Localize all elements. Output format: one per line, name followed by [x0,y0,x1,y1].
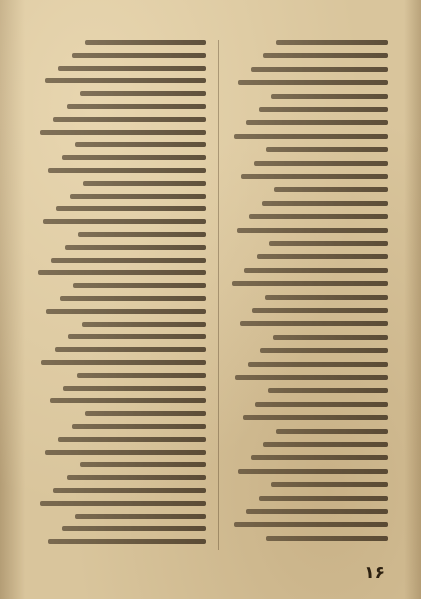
illegible-text-line [249,214,388,219]
illegible-text-line [271,482,388,487]
illegible-text-line [78,232,206,237]
page-number: ۱۶ [364,563,385,583]
illegible-text-line [85,411,206,416]
illegible-text-line [70,194,206,199]
illegible-text-line [67,104,206,109]
illegible-text-line [58,437,206,442]
illegible-text-line [80,91,206,96]
illegible-text-line [43,219,206,224]
illegible-text-line [63,386,206,391]
illegible-text-line [240,321,388,326]
illegible-text-line [262,201,388,206]
illegible-text-line [260,348,388,353]
illegible-text-line [48,168,206,173]
illegible-text-line [243,415,388,420]
illegible-text-line [237,228,388,233]
text-column-right [232,34,388,554]
illegible-text-line [46,309,206,314]
illegible-text-line [73,283,206,288]
illegible-text-line [58,66,206,71]
illegible-text-line [238,469,388,474]
illegible-text-line [53,488,206,493]
illegible-text-line [234,522,388,527]
illegible-text-line [234,134,388,139]
illegible-text-line [45,78,206,83]
illegible-text-line [40,130,206,135]
illegible-text-line [259,107,388,112]
illegible-text-line [246,509,388,514]
illegible-text-line [51,258,206,263]
illegible-text-line [252,308,388,313]
illegible-text-line [40,501,206,506]
illegible-text-line [41,360,206,365]
illegible-text-line [273,335,388,340]
illegible-text-line [276,40,388,45]
illegible-text-line [276,429,388,434]
illegible-text-line [268,388,388,393]
illegible-text-line [246,120,388,125]
illegible-text-line [266,536,388,541]
illegible-text-line [62,155,206,160]
illegible-text-line [271,94,388,99]
illegible-text-line [82,322,206,327]
illegible-text-line [266,147,388,152]
illegible-text-line [65,245,206,250]
illegible-text-line [55,347,206,352]
illegible-text-line [75,514,206,519]
illegible-text-line [238,80,388,85]
illegible-text-line [45,450,206,455]
illegible-text-line [263,442,388,447]
illegible-text-line [38,270,206,275]
illegible-text-line [72,424,206,429]
illegible-text-line [235,375,388,380]
text-column-left [38,34,206,554]
illegible-text-line [232,281,388,286]
illegible-text-line [248,362,388,367]
illegible-text-line [67,475,206,480]
illegible-text-line [259,496,388,501]
illegible-text-line [80,462,206,467]
illegible-text-line [241,174,388,179]
illegible-text-line [83,181,206,186]
illegible-text-line [251,455,388,460]
illegible-text-line [85,40,206,45]
illegible-text-line [255,402,388,407]
illegible-text-line [269,241,388,246]
illegible-text-line [251,67,388,72]
column-divider [218,40,219,550]
illegible-text-line [75,142,206,147]
illegible-text-line [48,539,206,544]
illegible-text-line [53,117,206,122]
illegible-text-line [62,526,206,531]
illegible-text-line [254,161,388,166]
illegible-text-line [274,187,388,192]
illegible-text-line [56,206,206,211]
illegible-text-line [257,254,388,259]
illegible-text-line [77,373,206,378]
illegible-text-line [265,295,388,300]
illegible-text-line [263,53,388,58]
illegible-text-line [60,296,206,301]
illegible-text-line [72,53,206,58]
illegible-text-line [50,398,206,403]
illegible-text-line [68,334,206,339]
illegible-text-line [244,268,388,273]
